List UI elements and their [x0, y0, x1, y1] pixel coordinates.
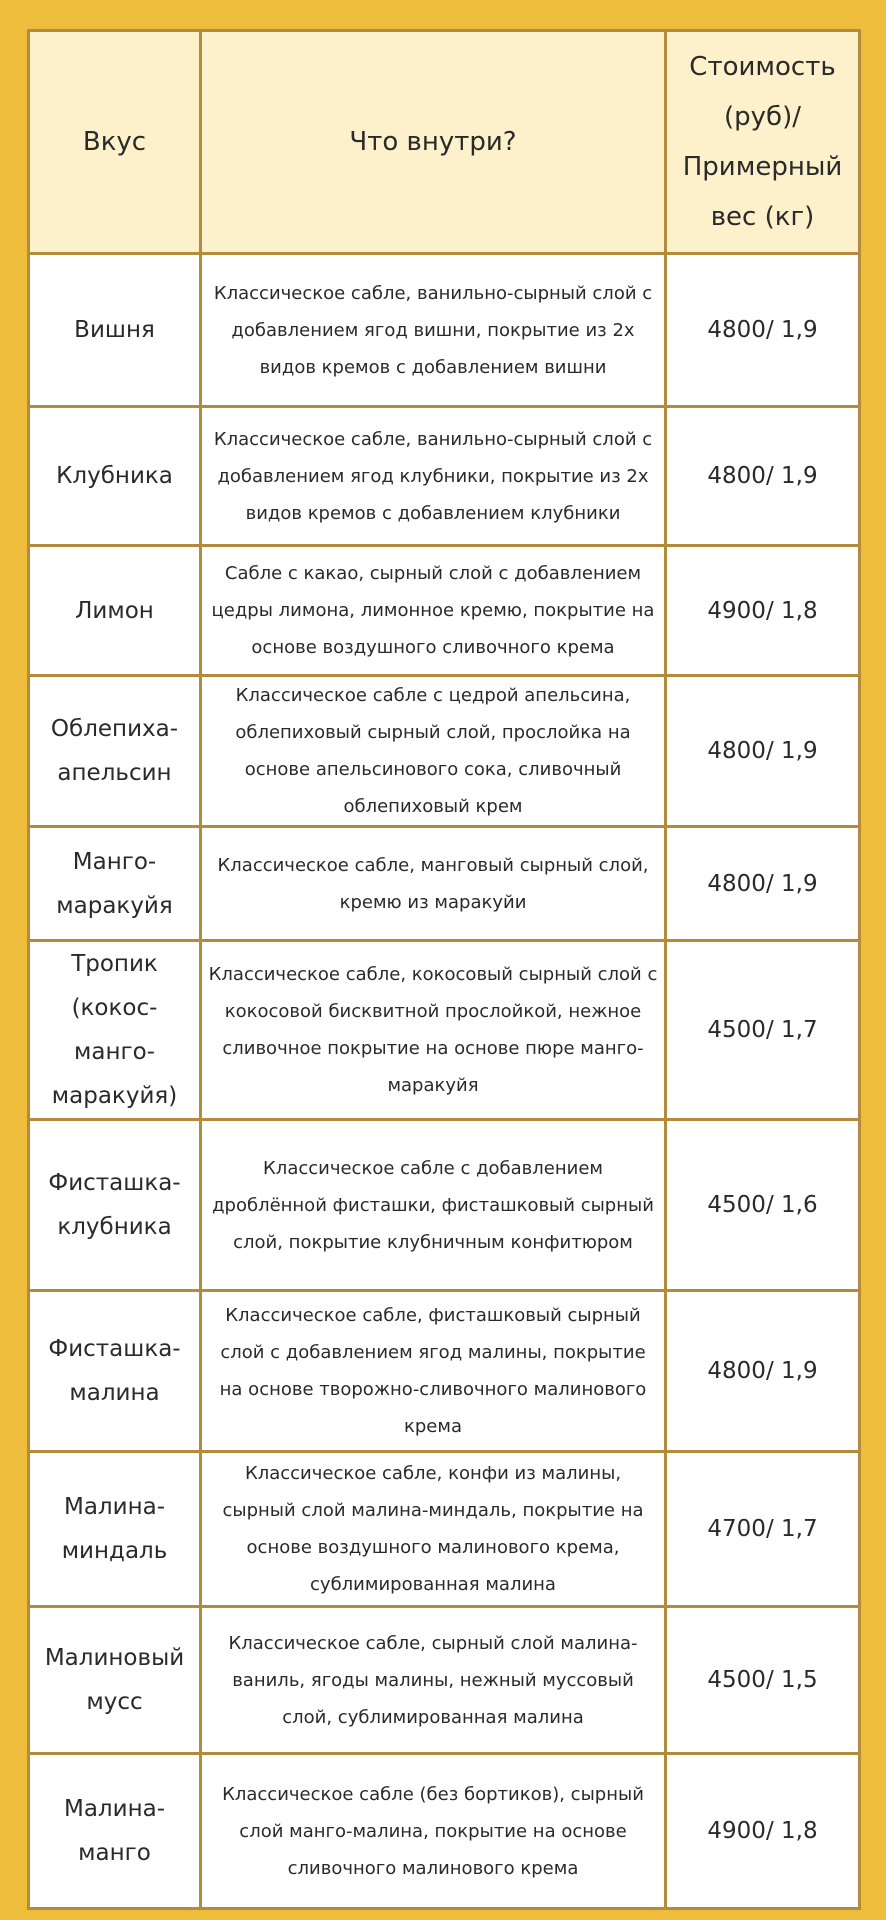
- description-cell: Классическое сабле, конфи из малины, сырный слой малина-миндаль, покрытие на основе воздушного малинового крема, сублимированная малина: [201, 1452, 666, 1607]
- table-row: [29, 546, 860, 676]
- price-weight-cell: 4800/ 1,9: [666, 254, 860, 407]
- description-cell: Классическое сабле (без бортиков), сырный слой манго-малина, покрытие на основе сливочного малинового крема: [201, 1754, 666, 1909]
- flavor-cell: Малина-миндаль: [29, 1452, 201, 1607]
- description-cell: Классическое сабле, сырный слой малина-ваниль, ягоды малины, нежный муссовый слой, сублимированная малина: [201, 1607, 666, 1754]
- flavor-cell: Клубника: [29, 407, 201, 546]
- table-row: [29, 407, 860, 546]
- price-weight-cell: 4800/ 1,9: [666, 827, 860, 941]
- flavor-cell: Малина-манго: [29, 1754, 201, 1909]
- table-row: [29, 1754, 860, 1909]
- column-header-inside: Что внутри?: [201, 31, 666, 254]
- table-row: [29, 254, 860, 407]
- price-weight-cell: 4500/ 1,6: [666, 1120, 860, 1291]
- flavor-cell: Фисташка-клубника: [29, 1120, 201, 1291]
- price-table: [27, 29, 861, 1910]
- price-table-wrapper: [27, 29, 858, 1910]
- table-row: [29, 827, 860, 941]
- table-row: [29, 1607, 860, 1754]
- price-weight-cell: 4700/ 1,7: [666, 1452, 860, 1607]
- description-cell: Классическое сабле, кокосовый сырный слой с кокосовой бисквитной прослойкой, нежное сливочное покрытие на основе пюре манго-маракуйя: [201, 941, 666, 1120]
- description-cell: Классическое сабле, ванильно-сырный слой с добавлением ягод вишни, покрытие из 2х видов кремов с добавлением вишни: [201, 254, 666, 407]
- table-row: [29, 1120, 860, 1291]
- price-weight-cell: 4800/ 1,9: [666, 407, 860, 546]
- price-weight-cell: 4800/ 1,9: [666, 676, 860, 827]
- column-header-flavor: Вкус: [29, 31, 201, 254]
- description-cell: Классическое сабле с добавлением дроблённой фисташки, фисташковый сырный слой, покрытие клубничным конфитюром: [201, 1120, 666, 1291]
- description-cell: Классическое сабле, манговый сырный слой, кремю из маракуйи: [201, 827, 666, 941]
- table-row: [29, 1452, 860, 1607]
- price-weight-cell: 4900/ 1,8: [666, 546, 860, 676]
- table-row: [29, 676, 860, 827]
- flavor-cell: Лимон: [29, 546, 201, 676]
- description-cell: Классическое сабле, фисташковый сырный слой с добавлением ягод малины, покрытие на основе творожно-сливочного малинового крема: [201, 1291, 666, 1452]
- flavor-cell: Вишня: [29, 254, 201, 407]
- flavor-cell: Манго-маракуйя: [29, 827, 201, 941]
- flavor-cell: Малиновый мусс: [29, 1607, 201, 1754]
- price-weight-cell: 4900/ 1,8: [666, 1754, 860, 1909]
- price-weight-cell: 4500/ 1,7: [666, 941, 860, 1120]
- price-weight-cell: 4500/ 1,5: [666, 1607, 860, 1754]
- table-row: [29, 1291, 860, 1452]
- column-header-price-weight: Стоимость (руб)/ Примерный вес (кг): [666, 31, 860, 254]
- price-weight-cell: 4800/ 1,9: [666, 1291, 860, 1452]
- description-cell: Классическое сабле с цедрой апельсина, облепиховый сырный слой, прослойка на основе апельсинового сока, сливочный облепиховый крем: [201, 676, 666, 827]
- flavor-cell: Облепиха-апельсин: [29, 676, 201, 827]
- description-cell: Сабле с какао, сырный слой с добавлением цедры лимона, лимонное кремю, покрытие на основе воздушного сливочного крема: [201, 546, 666, 676]
- description-cell: Классическое сабле, ванильно-сырный слой с добавлением ягод клубники, покрытие из 2х видов кремов с добавлением клубники: [201, 407, 666, 546]
- table-row: [29, 941, 860, 1120]
- flavor-cell: Фисташка-малина: [29, 1291, 201, 1452]
- table-header-row: [29, 31, 860, 254]
- flavor-cell: Тропик (кокос-манго-маракуйя): [29, 941, 201, 1120]
